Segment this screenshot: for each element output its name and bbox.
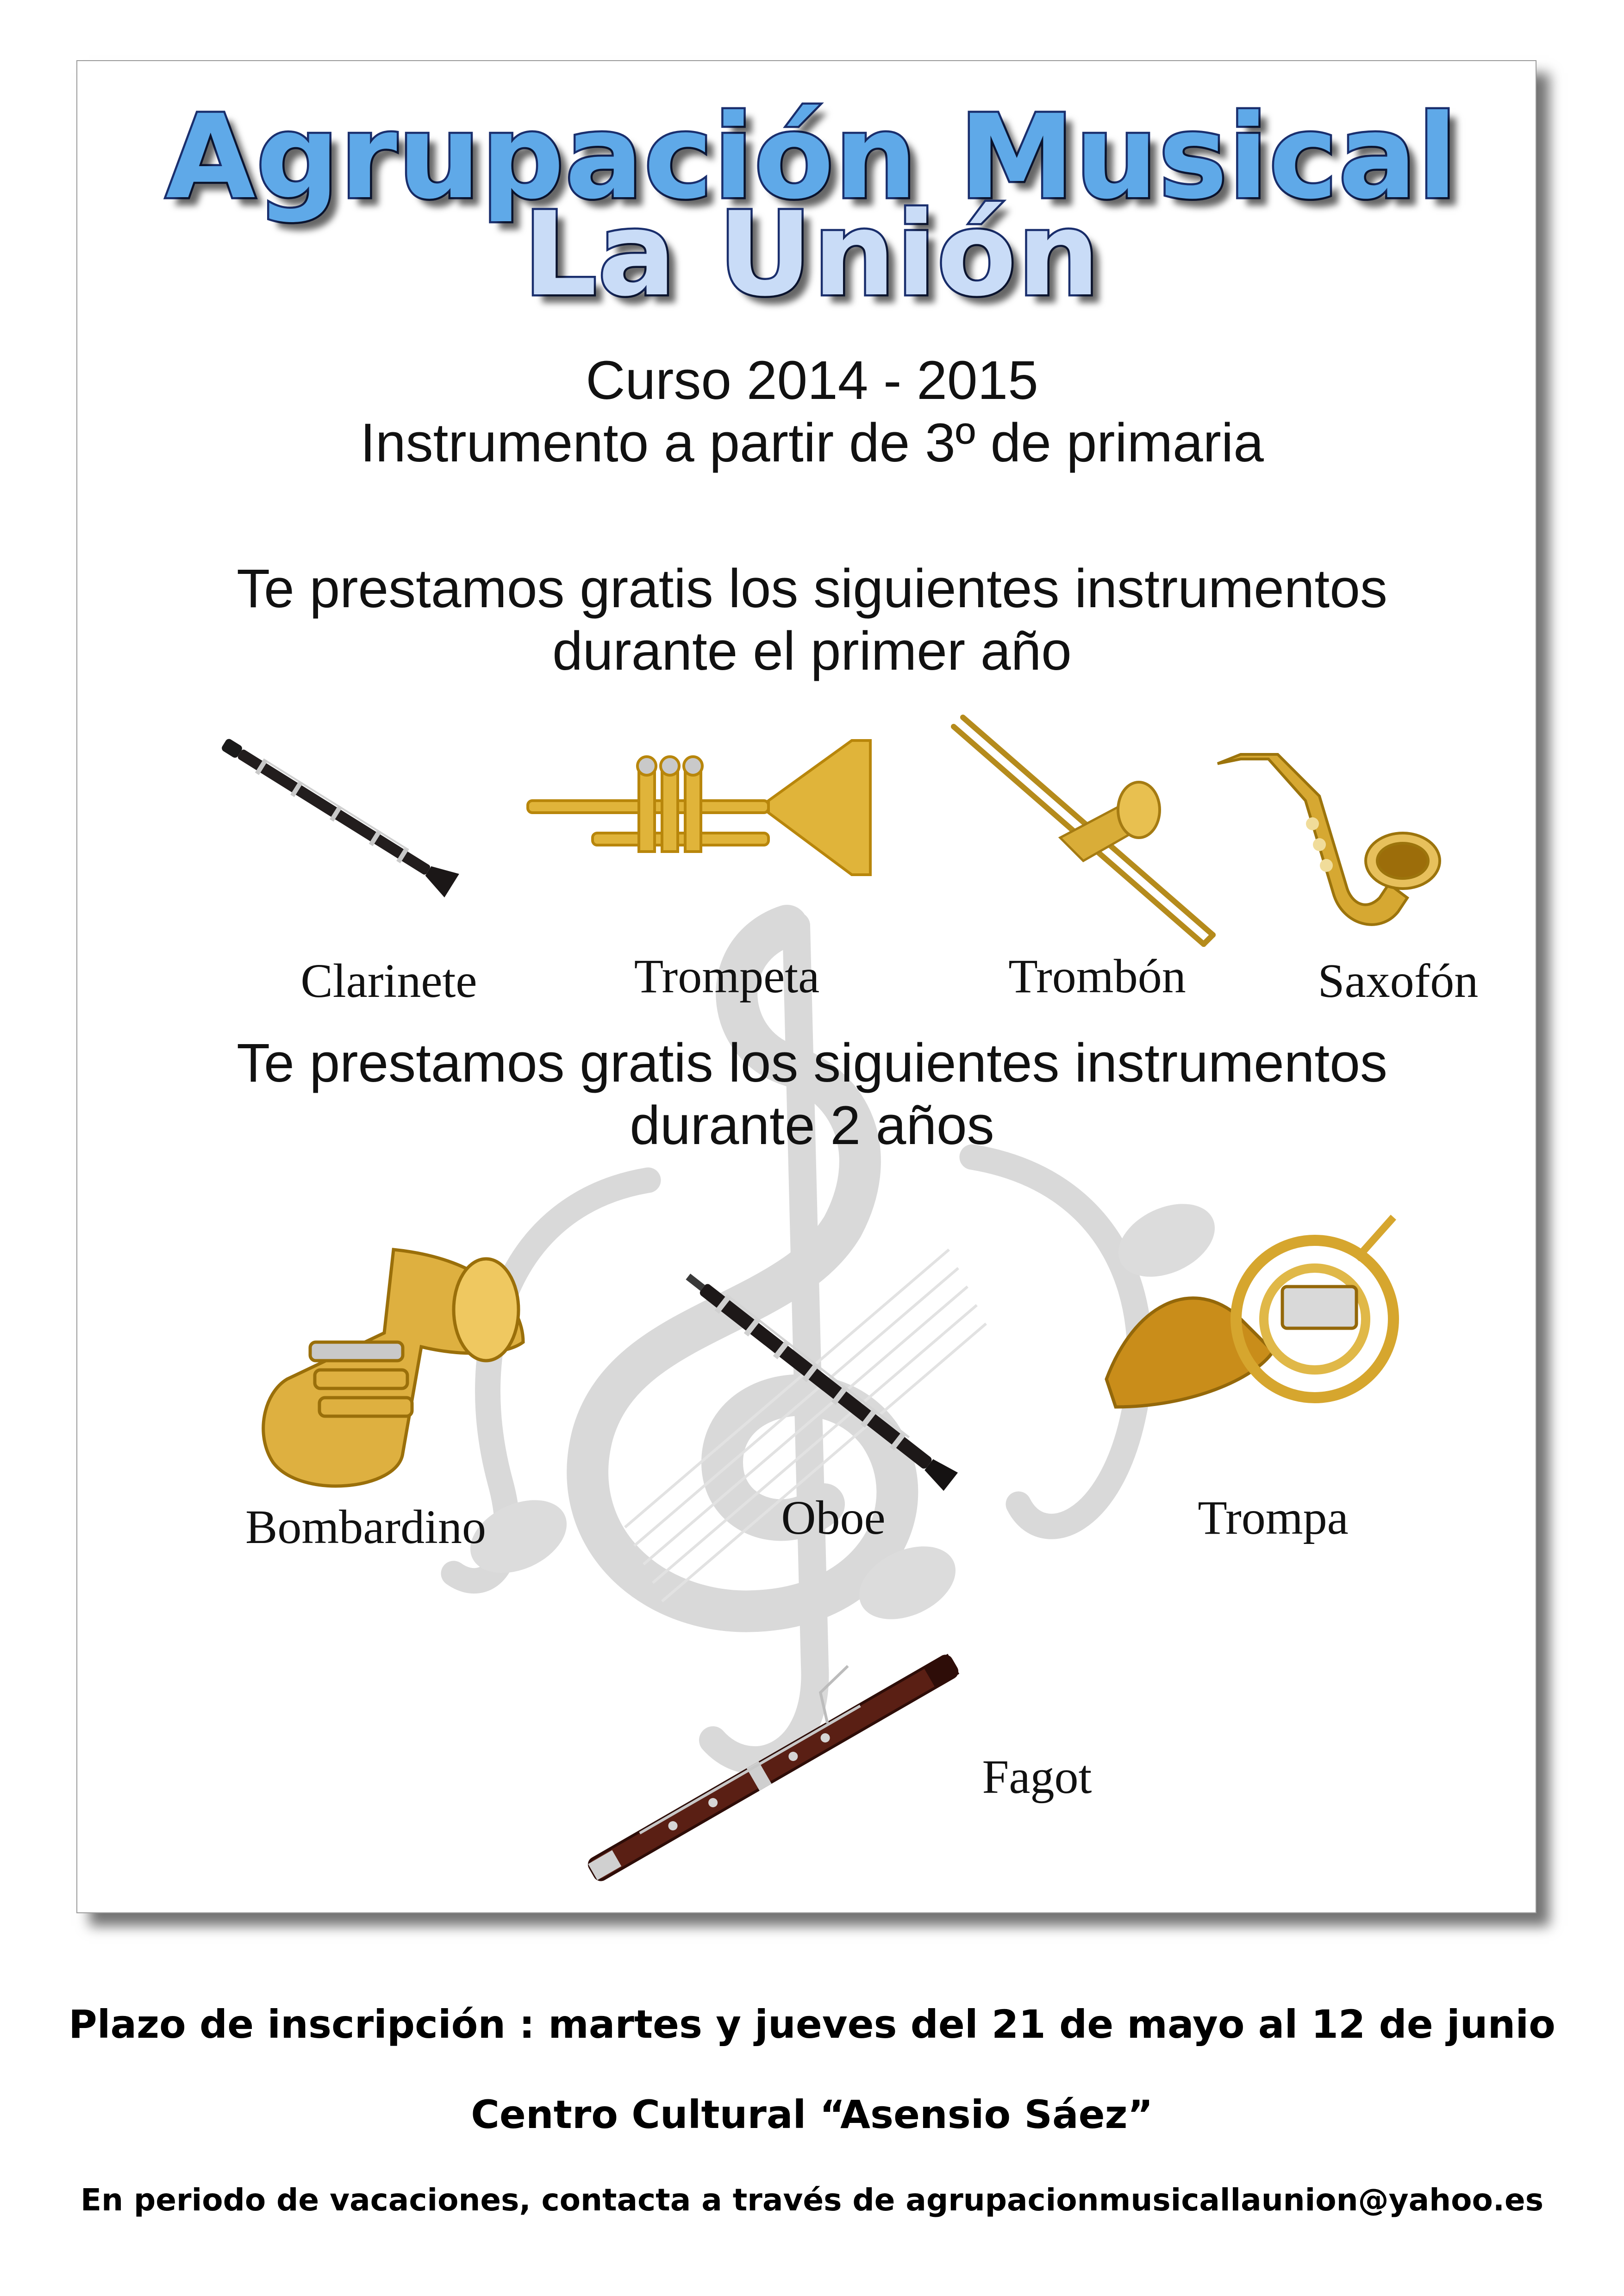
poster-title-line1: Agrupación Musical	[166, 90, 1458, 224]
instrument-label-trompeta: Trompeta	[634, 950, 820, 1003]
trumpet-icon	[518, 722, 880, 907]
euphonium-icon	[245, 1240, 542, 1509]
registration-text: Plazo de inscripción : martes y jueves del 21 de mayo al 12 de junio	[69, 2002, 1555, 2047]
poster-title-line2: La Unión	[523, 187, 1101, 322]
clarinet-icon	[194, 703, 481, 926]
section1-heading-line1: Te prestamos gratis los siguientes instrumentos	[237, 558, 1387, 619]
section2-heading-line2: durante 2 años	[630, 1095, 994, 1156]
instrument-label-clarinete: Clarinete	[300, 954, 477, 1008]
saxophone-icon	[1213, 745, 1454, 949]
section1-heading-line2: durante el primer año	[552, 621, 1072, 682]
section2-heading-line1: Te prestamos gratis los siguientes instrumentos	[237, 1033, 1387, 1094]
course-text: Curso 2014 - 2015	[586, 350, 1038, 411]
instrument-label-oboe: Oboe	[781, 1491, 886, 1544]
trombone-icon	[944, 713, 1231, 963]
venue-text: Centro Cultural “Asensio Sáez”	[471, 2092, 1153, 2137]
instrument-label-saxofon: Saxofón	[1318, 954, 1479, 1008]
oboe-icon	[648, 1245, 991, 1513]
french-horn-icon	[1097, 1213, 1412, 1453]
contact-text: En periodo de vacaciones, contacta a través de agrupacionmusicallaunion@yahoo.es	[81, 2182, 1543, 2218]
instrument-label-trombon: Trombón	[1008, 950, 1186, 1003]
instrument-label-bombardino: Bombardino	[245, 1500, 486, 1554]
instrument-from-text: Instrumento a partir de 3º de primaria	[360, 412, 1264, 473]
instrument-label-fagot: Fagot	[982, 1750, 1092, 1804]
instrument-label-trompa: Trompa	[1198, 1491, 1349, 1544]
